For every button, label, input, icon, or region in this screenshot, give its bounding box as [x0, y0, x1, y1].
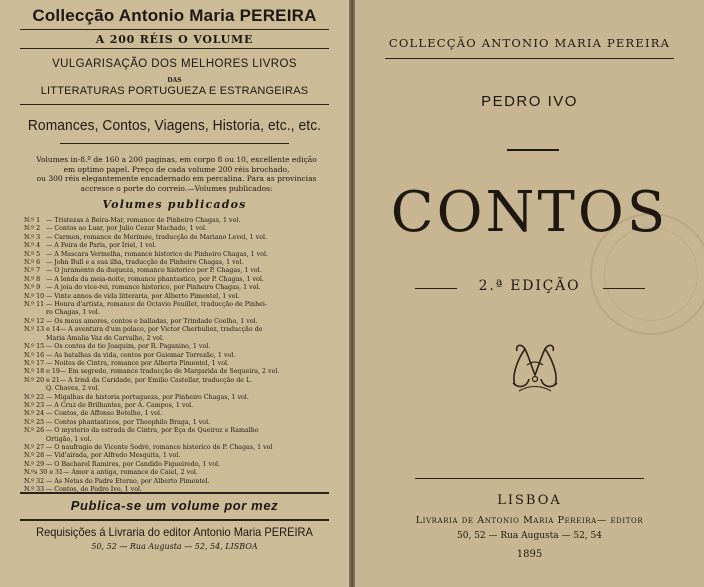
volume-text: — A Feira de Paris, por Iriel, 1 vol.: [46, 242, 157, 250]
collection-title: Collecção Antonio Maria PEREIRA: [32, 6, 317, 25]
volume-text: — Contos, de Pedro Ivo, 1 vol.: [46, 486, 143, 493]
volume-text: — A Irmã da Caridade, por Emilio Castellar, traducção de L.: [59, 376, 253, 384]
volume-number: N.ºs 30 e 31: [24, 469, 64, 477]
volume-text: — Contos ao Luar, por Julio Cezar Machado, 1 vol.: [46, 225, 207, 233]
volume-entry: [24, 293, 339, 301]
volume-text: — O naufragio de Vicente Sodré, romance historico de P. Chagas, 1 vol: [46, 443, 273, 451]
volume-text: — Em segredo, romance traducção de Margarida de Sequeira, 2 vol.: [59, 368, 280, 376]
rule: [20, 519, 329, 521]
volume-entry: [24, 402, 339, 410]
short-rule: [507, 149, 559, 151]
volume-number: N.º 26: [24, 427, 45, 435]
volume-entry: [24, 360, 339, 368]
volume-number: N.º 11: [24, 301, 45, 309]
volume-entry: [24, 267, 339, 275]
volume-entry: [24, 444, 339, 452]
volume-number: N.º 4: [24, 242, 41, 250]
description: [18, 155, 335, 193]
volume-text: — Contos, de Affonso Botelho, 1 vol.: [46, 410, 162, 418]
left-address: 50, 52 — Rua Augusta — 52, 54, LISBOA: [91, 542, 258, 551]
rule: [20, 48, 329, 49]
volume-text: — Honra d'artista, romance de Octavio Feuillet, traducção de Pinhei-: [46, 301, 268, 309]
volume-text: — Tristezas á Beira-Mar, romance de Pinheiro Chagas, 1 vol.: [46, 217, 241, 224]
volume-text: — Os contos do tio Joaquim, por R. Paganino, 1 vol.: [46, 343, 211, 351]
volume-number: N.º 13 e 14: [24, 326, 60, 334]
rule: [415, 478, 644, 479]
collection-heading: COLLECÇÃO ANTONIO MARIA PEREIRA: [388, 36, 671, 50]
volume-text: — A lenda da meia-noite, romance phantastico, por P. Chagas, 1 vol.: [46, 275, 264, 283]
volume-entry: [24, 410, 339, 418]
volume-number: N.º 17: [24, 359, 45, 367]
right-page: [355, 0, 704, 587]
volume-text: — Carmen, romance de Merimée, traducção de Mariano Level, 1 vol.: [46, 233, 268, 241]
rule: [385, 58, 674, 59]
volume-text: — As batalhas da vida, contos por Guiomar Torrezão, 1 vol.: [46, 351, 236, 359]
volume-text: — A Cruz de Brilhantes, por A. Campos, 1 vol.: [46, 401, 194, 409]
genres-line: Romances, Contos, Viagens, Historia, etc., etc.: [27, 117, 322, 134]
volume-text: — A aventura d'um polaco, por Victor Cherbuliez, traducção de: [59, 326, 263, 334]
volumes-heading: Volumes publicados: [102, 198, 247, 211]
description-line: accresce o porte do correio.—Volumes publicados:: [80, 183, 273, 193]
volume-number: N.º 1: [24, 217, 41, 224]
volume-entry: [24, 377, 339, 385]
volume-entry: [24, 251, 339, 259]
volume-entry: [24, 335, 339, 343]
volume-entry: [24, 284, 339, 292]
volume-entry: [24, 352, 339, 360]
volume-number: N.º 8: [24, 275, 41, 283]
volume-entry: [24, 242, 339, 250]
volume-text: Q. Chaves, 2 vol.: [46, 385, 100, 393]
volume-text: ro Chagas, 1 vol.: [46, 309, 100, 317]
volume-text: — O Bacharel Ramires, por Candido Figueiredo, 1 vol.: [46, 460, 221, 468]
volume-text: — Os meus amores, contos e balladas, por Trindade Coelho, 1 vol.: [46, 317, 258, 325]
volume-number: N.º 20 e 21: [24, 376, 60, 384]
book-title: CONTOS: [390, 180, 669, 245]
volume-number: N.º 2: [24, 225, 41, 233]
volume-entry: [24, 217, 339, 225]
rule: [60, 143, 289, 144]
description-line: em optimo papel. Preço de cada volume 200 réis brochado,: [63, 164, 290, 174]
volume-text: — John Bull e a sua ilha, traducção de Pinheiro Chagas, 1 vol.: [46, 259, 244, 267]
volume-text: Ortigão, 1 vol.: [46, 435, 92, 443]
edition-line: 2.ª EDIÇÃO: [478, 278, 581, 294]
description-line: ou 300 réis elegantemente encadernado em percalina. Para as provincias: [36, 174, 317, 184]
volume-entry: [24, 385, 339, 393]
volume-text: — Contos phantasticos, por Theophilo Braga, 1 vol.: [46, 418, 211, 426]
volume-entry: [24, 343, 339, 351]
volume-text: — Vid'airada, por Alfredo Mesquita, 1 vol.: [46, 452, 181, 460]
volume-number: N.º 5: [24, 250, 41, 258]
publisher-line: Livraria de Antonio Maria Pereira— editor: [415, 515, 644, 526]
left-page: [0, 0, 349, 587]
volume-number: N.º 24: [24, 410, 45, 418]
volume-number: N.º 3: [24, 233, 41, 241]
city: LISBOA: [497, 493, 562, 508]
volume-text: — A Mascara Vermelha, romance historico de Pinheiro Chagas, 1 vol.: [46, 250, 269, 258]
volume-text: — Noites de Cintra, romance por Alberto Pimentel, 1 vol.: [46, 359, 230, 367]
volume-number: N.º 28: [24, 452, 45, 460]
volume-number: N.º 33: [24, 486, 45, 493]
publica-line: Publica-se um volume por mez: [70, 498, 279, 513]
volume-entry: [24, 309, 339, 317]
volume-entry: [24, 234, 339, 242]
volumes-list: [24, 217, 339, 494]
rule: [20, 492, 329, 494]
rule: [20, 104, 329, 105]
volume-number: N.º 7: [24, 267, 41, 275]
volume-number: N.º 29: [24, 460, 45, 468]
description-line: Volumes in-8.º de 160 a 200 paginas, em corpo 8 ou 10, excellente edição: [36, 155, 317, 164]
volume-entry: [24, 461, 339, 469]
volume-entry: [24, 478, 339, 486]
literaturas-line: LITTERATURAS PORTUGUEZA E ESTRANGEIRAS: [40, 85, 309, 97]
author-name: PEDRO IVO: [481, 93, 578, 110]
volume-entry: [24, 368, 339, 376]
vulgarisacao-line: VULGARISAÇÃO DOS MELHORES LIVROS: [52, 58, 297, 70]
volume-entry: [24, 225, 339, 233]
volume-text: Maria Amalia Vaz de Carvalho, 2 vol.: [46, 334, 164, 342]
volume-number: N.º 12: [24, 317, 45, 325]
volume-entry: [24, 469, 339, 477]
volume-entry: [24, 452, 339, 460]
publisher-address: 50, 52 — Rua Augusta — 52, 54: [457, 531, 602, 541]
volume-text: — Vinte annos de vida litteraria, por Alberto Pimentel, 1 vol.: [46, 292, 240, 300]
requisicoes-line: Requisições á Livraria do editor Antonio Maria PEREIRA: [36, 525, 313, 539]
price-line: A 200 RÉIS O VOLUME: [95, 33, 254, 46]
volume-entry: [24, 276, 339, 284]
volume-number: N.º 27: [24, 443, 45, 451]
volume-entry: [24, 394, 339, 402]
volume-number: N.º 16: [24, 351, 45, 359]
rule: [603, 288, 645, 289]
volume-number: N.º 15: [24, 343, 45, 351]
volume-entry: [24, 301, 339, 309]
das-line: DAS: [167, 77, 182, 84]
volume-number: N.º 10: [24, 292, 45, 300]
volume-text: — Migalhas de historia portugueza, por Pinheiro Chagas, 1 vol.: [46, 393, 249, 401]
volume-entry: [24, 419, 339, 427]
volume-number: N.º 32: [24, 477, 45, 485]
volume-number: N.º 18 e 19: [24, 368, 60, 376]
publication-year: 1895: [516, 549, 543, 560]
rule: [20, 29, 329, 30]
volume-text: — Amor á antiga, romance de Caiel, 2 vol.: [63, 469, 198, 477]
volume-number: N.º 6: [24, 259, 41, 267]
volume-number: N.º 25: [24, 418, 45, 426]
volume-text: — As Netas do Padre Eterno, por Alberto Pimentel.: [46, 477, 210, 485]
volume-text: — O juramento da duqueza, romance historico por P. Chagas, 1 vol.: [46, 267, 262, 275]
volume-entry: [24, 259, 339, 267]
volume-entry: [24, 326, 339, 334]
volume-text: — O mysterio da estrada de Cintra, por Eça de Queiroz e Ramalho: [46, 427, 259, 435]
volume-entry: [24, 427, 339, 435]
volume-number: N.º 23: [24, 401, 45, 409]
volume-entry: [24, 436, 339, 444]
publisher-monogram-icon: [505, 335, 565, 395]
volume-number: N.º 22: [24, 393, 45, 401]
volume-number: N.º 9: [24, 284, 41, 292]
volume-entry: [24, 318, 339, 326]
volume-text: — A joia do vice-rei, romance historico, por Pinheiro Chagas, 1 vol.: [46, 284, 261, 292]
